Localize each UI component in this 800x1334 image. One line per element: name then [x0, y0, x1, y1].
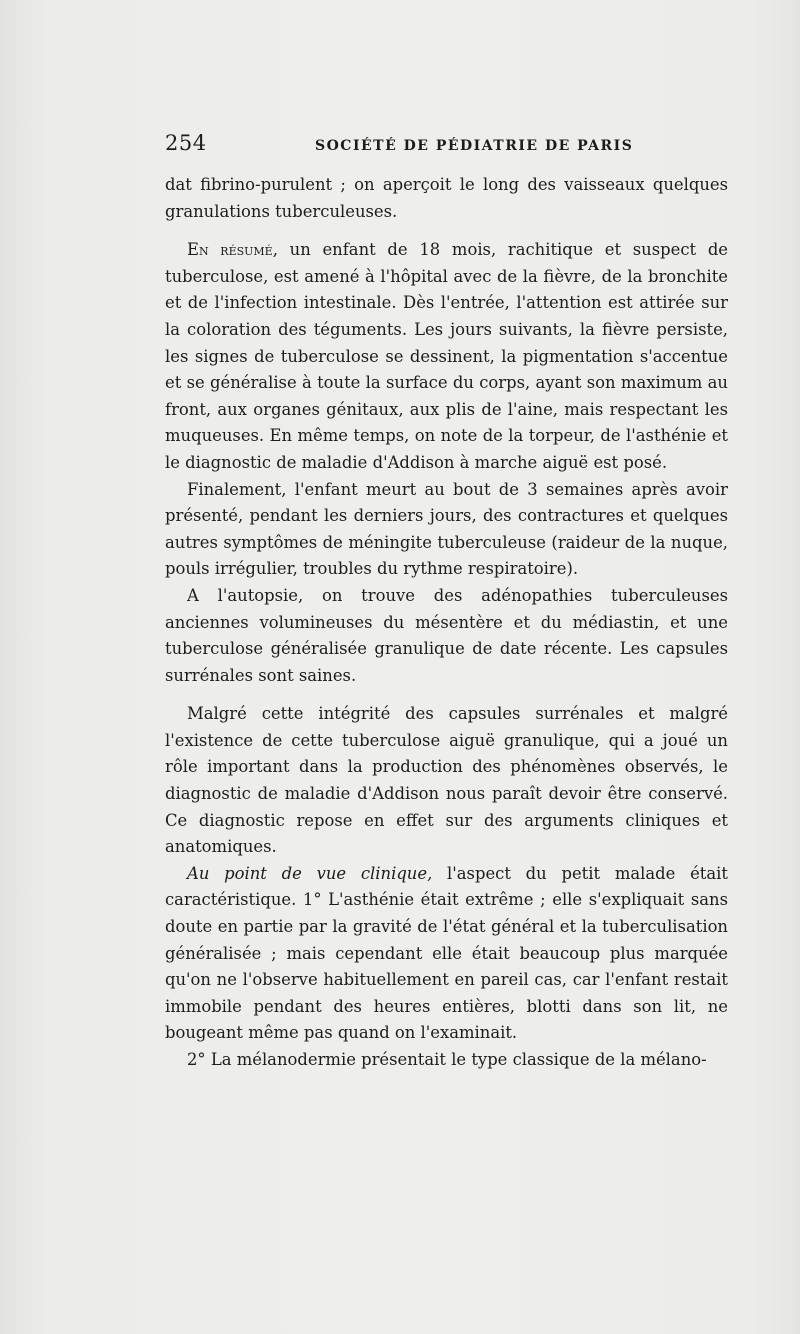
paragraph-5: Malgré cette intégrité des capsules surrénales et malgré l'existence de cette tuberculose aiguë granulique, qui a joué un rôle important dans la production des phénomènes observés, le diagnostic de maladie d'Addison nous paraît devoir être conservé. Ce diagnostic repose en effet sur des arguments cliniques et anatomiques. [165, 704, 728, 857]
clinical-text: l'aspect du petit malade était caractéristique. 1° L'asthénie était extrême ; elle s'expliquait sans doute en partie par la gravité de l'état général et la tuberculisation généralisée ; mais cependant elle était beaucoup plus marquée qu'on ne l'observe habituellement en pareil cas, car l'enfant restait immobile pendant des heures entières, blotti dans son lit, ne bougeant même pas quand on l'examinait. [165, 863, 728, 1043]
running-title: SOCIÉTÉ DE PÉDIATRIE DE PARIS [315, 138, 634, 154]
summary-lead: En résumé, [187, 240, 278, 260]
paragraph-1: dat fibrino-purulent ; on aperçoit le long des vaisseaux quelques granulations tuberculeuses. [165, 175, 728, 221]
page-number: 254 [165, 131, 207, 155]
clinical-lead: Au point de vue clinique, [187, 863, 433, 883]
body-text [165, 172, 728, 1074]
paragraph-3: Finalement, l'enfant meurt au bout de 3 semaines après avoir présenté, pendant les derniers jours, des contractures et quelques autres symptômes de méningite tuberculeuse (raideur de la nuque, pouls irrégulier, troubles du rythme respiratoire). [165, 479, 728, 579]
paragraph-4: A l'autopsie, on trouve des adénopathies tuberculeuses anciennes volumineuses du mésentère et du médiastin, et une tuberculose généralisée granulique de date récente. Les capsules surrénales sont saines. [165, 585, 728, 685]
page-header [165, 131, 735, 161]
paragraph-6 [165, 861, 728, 1047]
paragraph-2 [165, 237, 728, 476]
summary-text: un enfant de 18 mois, rachitique et suspect de tuberculose, est amené à l'hôpital avec de la fièvre, de la bronchite et de l'infection intestinale. Dès l'entrée, l'attention est attirée sur la coloration des téguments. Les jours suivants, la fièvre persiste, les signes de tuberculose se dessinent, la pigmentation s'accentue et se généralise à toute la surface du corps, ayant son maximum au front, aux organes génitaux, aux plis de l'aine, mais respectant les muqueuses. En même temps, on note de la torpeur, de l'asthénie et le diagnostic de maladie d'Addison à marche aiguë est posé. [165, 240, 729, 472]
paragraph-7: 2° La mélanodermie présentait le type classique de la mélano- [187, 1050, 707, 1069]
